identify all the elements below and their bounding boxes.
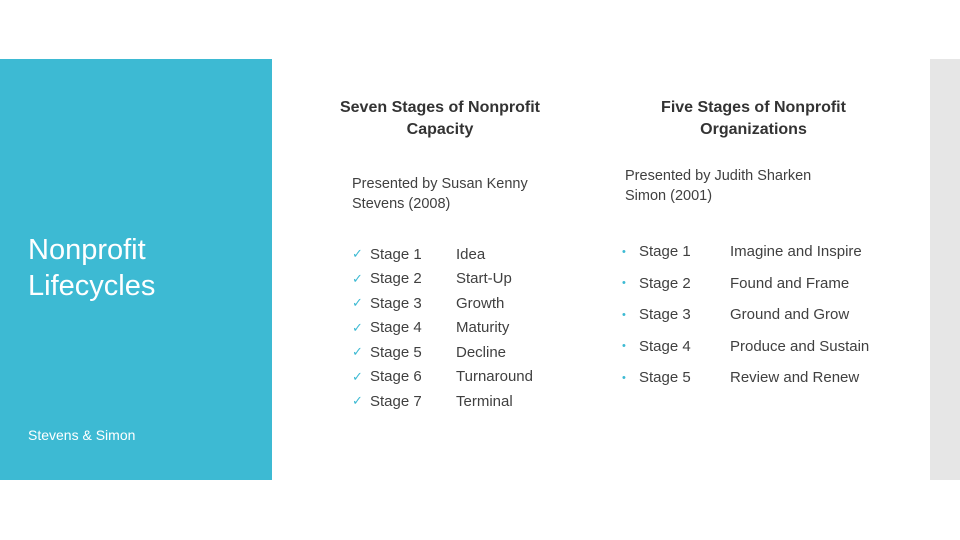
stage-number: Stage 6 [370, 368, 422, 386]
dot-icon: • [622, 371, 626, 384]
stage-number: Stage 4 [639, 337, 691, 355]
stage-number: Stage 5 [370, 343, 422, 361]
dot-icon: • [622, 308, 626, 321]
stage-label: Start-Up [456, 270, 512, 288]
stage-number: Stage 4 [370, 319, 422, 337]
stage-number: Stage 1 [639, 243, 691, 261]
checkmark-icon: ✓ [352, 344, 363, 360]
stage-number: Stage 1 [370, 245, 422, 263]
stage-label: Idea [456, 245, 486, 263]
decorative-side-bar [930, 59, 960, 480]
checkmark-icon: ✓ [352, 368, 363, 384]
stage-label: Growth [456, 294, 505, 312]
stage-label: Terminal [456, 392, 513, 410]
list-item [622, 268, 900, 300]
stage-number: Stage 2 [639, 274, 691, 292]
stage-label: Found and Frame [730, 274, 850, 292]
stage-label: Maturity [456, 319, 510, 337]
stage-number: Stage 2 [370, 270, 422, 288]
list-item [352, 316, 576, 341]
right-column-presenter: Presented by Judith Sharken Simon (2001) [625, 168, 812, 204]
seven-stages-list [352, 242, 576, 414]
stage-label: Ground and Grow [730, 306, 850, 324]
slide-title: Nonprofit Lifecycles [28, 234, 156, 302]
dot-icon: • [622, 277, 626, 290]
stage-number: Stage 3 [639, 306, 691, 324]
stage-label: Produce and Sustain [730, 337, 870, 355]
list-item [622, 299, 900, 331]
stage-number: Stage 3 [370, 294, 422, 312]
stage-label: Imagine and Inspire [730, 243, 862, 261]
list-item [622, 362, 900, 394]
dot-icon: • [622, 340, 626, 353]
checkmark-icon: ✓ [352, 393, 363, 409]
list-item [352, 242, 576, 267]
checkmark-icon: ✓ [352, 319, 363, 335]
five-stages-list [622, 236, 900, 394]
left-column-heading: Seven Stages of Nonprofit Capacity [339, 99, 541, 138]
list-item [352, 267, 576, 292]
stage-label: Review and Renew [730, 369, 860, 387]
stage-number: Stage 5 [639, 369, 691, 387]
stage-label: Turnaround [456, 368, 533, 386]
right-column-heading: Five Stages of Nonprofit Organizations [661, 99, 846, 138]
dot-icon: • [622, 245, 626, 258]
stage-label: Decline [456, 343, 507, 361]
checkmark-icon: ✓ [352, 270, 363, 286]
list-item [352, 291, 576, 316]
stage-number: Stage 7 [370, 392, 422, 410]
list-item [352, 365, 576, 390]
list-item [622, 236, 900, 268]
checkmark-icon: ✓ [352, 295, 363, 311]
left-column-presenter: Presented by Susan Kenny Stevens (2008) [352, 176, 528, 212]
list-item [622, 331, 900, 363]
checkmark-icon: ✓ [352, 246, 363, 262]
list-item [352, 389, 576, 414]
list-item [352, 340, 576, 365]
slide-subtitle: Stevens & Simon [28, 427, 136, 443]
